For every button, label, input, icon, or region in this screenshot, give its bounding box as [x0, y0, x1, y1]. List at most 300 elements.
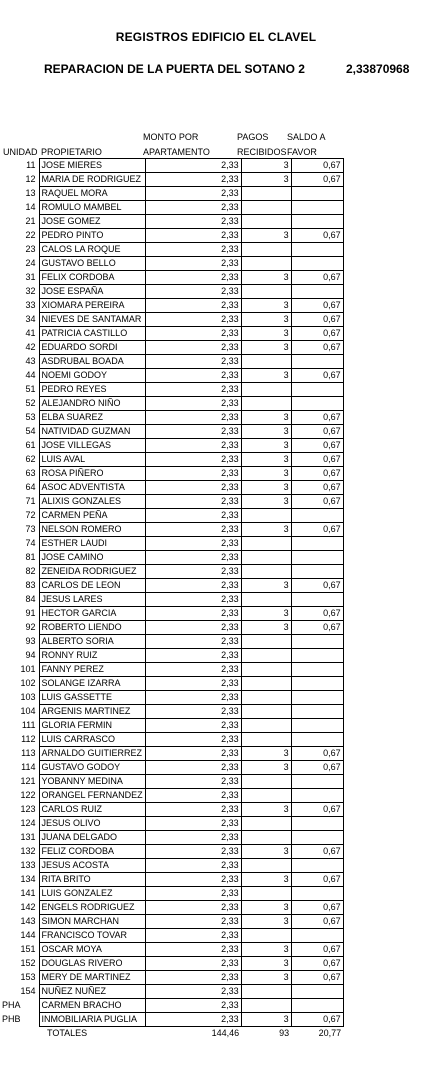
- amount-cell: 2,33: [145, 341, 241, 355]
- owner-cell: ELBA SUAREZ: [39, 411, 145, 425]
- payments-cell: 3: [241, 523, 291, 537]
- unit-cell: 21: [0, 215, 39, 229]
- unit-cell: 44: [0, 369, 39, 383]
- unit-cell: 141: [0, 887, 39, 901]
- header-saldo-line2: FAVOR: [287, 147, 317, 157]
- totals-payments: 93: [279, 1028, 290, 1038]
- amount-cell: 2,33: [145, 299, 241, 313]
- payments-cell: [241, 355, 291, 369]
- unit-cell: 91: [0, 607, 39, 621]
- amount-cell: 2,33: [145, 453, 241, 467]
- table-row: [0, 831, 343, 845]
- payments-cell: [241, 705, 291, 719]
- unit-cell: 133: [0, 859, 39, 873]
- payments-cell: 3: [241, 971, 291, 985]
- unit-cell: 131: [0, 831, 39, 845]
- balance-cell: 0,67: [291, 747, 343, 761]
- amount-cell: 2,33: [145, 187, 241, 201]
- totals-label: TOTALES: [47, 1028, 88, 1038]
- payments-table-body: [0, 159, 343, 1041]
- unit-cell: 22: [0, 229, 39, 243]
- amount-cell: 2,33: [145, 551, 241, 565]
- owner-cell: JESUS LARES: [39, 593, 145, 607]
- owner-cell: INMOBILIARIA PUGLIA: [39, 1013, 145, 1027]
- balance-cell: 0,67: [291, 957, 343, 971]
- amount-cell: 2,33: [145, 439, 241, 453]
- owner-cell: ZENEIDA RODRIGUEZ: [39, 565, 145, 579]
- table-row: [0, 271, 343, 285]
- amount-cell: 2,33: [145, 579, 241, 593]
- owner-cell: LUIS GASSETTE: [39, 691, 145, 705]
- table-row: [0, 663, 343, 677]
- payments-cell: 3: [241, 341, 291, 355]
- unit-cell: 104: [0, 705, 39, 719]
- amount-cell: 2,33: [145, 999, 241, 1013]
- unit-cell: 93: [0, 635, 39, 649]
- balance-cell: [291, 551, 343, 565]
- table-row: [0, 929, 343, 943]
- unit-cell: 144: [0, 929, 39, 943]
- amount-cell: 2,33: [145, 691, 241, 705]
- owner-cell: OSCAR MOYA: [39, 943, 145, 957]
- balance-cell: 0,67: [291, 159, 343, 173]
- table-row: [0, 691, 343, 705]
- payments-cell: 3: [241, 159, 291, 173]
- unit-cell: 112: [0, 733, 39, 747]
- amount-cell: 2,33: [145, 719, 241, 733]
- balance-cell: 0,67: [291, 439, 343, 453]
- owner-cell: NATIVIDAD GUZMAN: [39, 425, 145, 439]
- payments-cell: [241, 187, 291, 201]
- payments-cell: [241, 257, 291, 271]
- payments-cell: [241, 565, 291, 579]
- header-pagos-line2: RECIBIDOS: [237, 147, 287, 157]
- unit-cell: 61: [0, 439, 39, 453]
- owner-cell: DOUGLAS RIVERO: [39, 957, 145, 971]
- amount-cell: 2,33: [145, 901, 241, 915]
- owner-cell: MARIA DE RODRIGUEZ: [39, 173, 145, 187]
- payments-cell: 3: [241, 747, 291, 761]
- totals-row: [0, 1027, 343, 1041]
- balance-cell: [291, 383, 343, 397]
- owner-cell: PEDRO REYES: [39, 383, 145, 397]
- owner-cell: SIMON MARCHAN: [39, 915, 145, 929]
- owner-cell: NUÑEZ NUÑEZ: [39, 985, 145, 999]
- payments-cell: [241, 887, 291, 901]
- payments-cell: [241, 733, 291, 747]
- unit-cell: 92: [0, 621, 39, 635]
- payments-cell: 3: [241, 803, 291, 817]
- amount-cell: 2,33: [145, 817, 241, 831]
- balance-cell: [291, 999, 343, 1013]
- payments-cell: 3: [241, 369, 291, 383]
- unit-cell: 51: [0, 383, 39, 397]
- balance-cell: [291, 215, 343, 229]
- payments-cell: [241, 677, 291, 691]
- payments-cell: 3: [241, 481, 291, 495]
- owner-cell: EDUARDO SORDI: [39, 341, 145, 355]
- table-row: [0, 411, 343, 425]
- amount-cell: 2,33: [145, 733, 241, 747]
- owner-cell: RITA BRITO: [39, 873, 145, 887]
- table-row: [0, 747, 343, 761]
- owner-cell: ALIXIS GONZALES: [39, 495, 145, 509]
- owner-cell: ARGENIS MARTINEZ: [39, 705, 145, 719]
- payments-cell: [241, 999, 291, 1013]
- owner-cell: LUIS AVAL: [39, 453, 145, 467]
- balance-cell: [291, 663, 343, 677]
- balance-cell: [291, 635, 343, 649]
- unit-cell: 124: [0, 817, 39, 831]
- table-row: [0, 915, 343, 929]
- balance-cell: 0,67: [291, 901, 343, 915]
- payments-cell: 3: [241, 621, 291, 635]
- payments-cell: 3: [241, 845, 291, 859]
- unit-cell: 52: [0, 397, 39, 411]
- balance-cell: 0,67: [291, 299, 343, 313]
- table-row: [0, 299, 343, 313]
- table-row: [0, 789, 343, 803]
- amount-cell: 2,33: [145, 887, 241, 901]
- amount-cell: 2,33: [145, 229, 241, 243]
- balance-cell: [291, 243, 343, 257]
- owner-cell: JUANA DELGADO: [39, 831, 145, 845]
- amount-cell: 2,33: [145, 285, 241, 299]
- unit-cell: 142: [0, 901, 39, 915]
- amount-cell: 2,33: [145, 649, 241, 663]
- table-row: [0, 453, 343, 467]
- balance-cell: [291, 201, 343, 215]
- header-saldo-line1: SALDO A: [287, 132, 326, 142]
- unit-cell: 13: [0, 187, 39, 201]
- payments-cell: [241, 789, 291, 803]
- payments-cell: 3: [241, 453, 291, 467]
- balance-cell: 0,67: [291, 173, 343, 187]
- owner-cell: ARNALDO GUITIERREZ: [39, 747, 145, 761]
- owner-cell: XIOMARA PEREIRA: [39, 299, 145, 313]
- balance-cell: [291, 775, 343, 789]
- table-row: [0, 383, 343, 397]
- unit-cell: 54: [0, 425, 39, 439]
- owner-cell: CARLOS DE LEON: [39, 579, 145, 593]
- amount-cell: 2,33: [145, 397, 241, 411]
- balance-cell: [291, 677, 343, 691]
- table-row: [0, 257, 343, 271]
- amount-cell: 2,33: [145, 201, 241, 215]
- table-row: [0, 733, 343, 747]
- balance-cell: [291, 705, 343, 719]
- unit-cell: 23: [0, 243, 39, 257]
- table-row: [0, 803, 343, 817]
- table-row: [0, 327, 343, 341]
- amount-cell: 2,33: [145, 677, 241, 691]
- amount-cell: 2,33: [145, 327, 241, 341]
- payments-cell: 3: [241, 957, 291, 971]
- amount-cell: 2,33: [145, 173, 241, 187]
- table-row: [0, 859, 343, 873]
- payments-cell: [241, 635, 291, 649]
- payments-cell: 3: [241, 229, 291, 243]
- table-row: [0, 565, 343, 579]
- owner-cell: CALOS LA ROQUE: [39, 243, 145, 257]
- table-row: [0, 943, 343, 957]
- balance-cell: 0,67: [291, 495, 343, 509]
- totals-balance: 20,77: [318, 1028, 342, 1038]
- payments-cell: [241, 649, 291, 663]
- owner-cell: RONNY RUIZ: [39, 649, 145, 663]
- amount-cell: 2,33: [145, 565, 241, 579]
- payments-cell: [241, 831, 291, 845]
- owner-cell: JOSE MIERES: [39, 159, 145, 173]
- owner-cell: ALBERTO SORIA: [39, 635, 145, 649]
- unit-cell: 24: [0, 257, 39, 271]
- page-subtitle: REPARACION DE LA PUERTA DEL SOTANO 2: [44, 62, 305, 76]
- unit-cell: 134: [0, 873, 39, 887]
- table-row: [0, 705, 343, 719]
- payments-cell: 3: [241, 915, 291, 929]
- balance-cell: 0,67: [291, 481, 343, 495]
- owner-cell: JOSE VILLEGAS: [39, 439, 145, 453]
- owner-cell: HECTOR GARCIA: [39, 607, 145, 621]
- header-monto-line1: MONTO POR: [143, 132, 199, 142]
- amount-cell: 2,33: [145, 775, 241, 789]
- header-propietario: PROPIETARIO: [41, 147, 102, 157]
- amount-cell: 2,33: [145, 495, 241, 509]
- owner-cell: JOSE CAMINO: [39, 551, 145, 565]
- totals-amount: 144,46: [211, 1028, 240, 1038]
- balance-cell: [291, 187, 343, 201]
- unit-cell: 62: [0, 453, 39, 467]
- balance-cell: 0,67: [291, 453, 343, 467]
- amount-cell: 2,33: [145, 845, 241, 859]
- header-pagos-line1: PAGOS: [237, 132, 269, 142]
- payments-cell: [241, 215, 291, 229]
- balance-cell: [291, 817, 343, 831]
- balance-cell: 0,67: [291, 943, 343, 957]
- amount-cell: 2,33: [145, 1013, 241, 1027]
- owner-cell: ESTHER LAUDI: [39, 537, 145, 551]
- balance-cell: [291, 859, 343, 873]
- unit-cell: 122: [0, 789, 39, 803]
- table-row: [0, 677, 343, 691]
- table-row: [0, 439, 343, 453]
- balance-cell: 0,67: [291, 411, 343, 425]
- unit-cell: PHA: [0, 999, 39, 1013]
- table-row: [0, 873, 343, 887]
- balance-cell: 0,67: [291, 873, 343, 887]
- table-row: [0, 537, 343, 551]
- table-row: [0, 481, 343, 495]
- page-title: REGISTROS EDIFICIO EL CLAVEL: [115, 30, 317, 44]
- amount-cell: 2,33: [145, 411, 241, 425]
- unit-cell: 154: [0, 985, 39, 999]
- unit-cell: 111: [0, 719, 39, 733]
- amount-cell: 2,33: [145, 593, 241, 607]
- unit-cell: 34: [0, 313, 39, 327]
- payments-cell: 3: [241, 607, 291, 621]
- table-row: [0, 901, 343, 915]
- table-row: [0, 607, 343, 621]
- payments-cell: 3: [241, 425, 291, 439]
- payments-cell: 3: [241, 411, 291, 425]
- payments-cell: 3: [241, 271, 291, 285]
- unit-cell: 12: [0, 173, 39, 187]
- unit-cell: 121: [0, 775, 39, 789]
- balance-cell: [291, 649, 343, 663]
- payments-cell: 3: [241, 873, 291, 887]
- owner-cell: FANNY PEREZ: [39, 663, 145, 677]
- table-row: [0, 369, 343, 383]
- owner-cell: FRANCISCO TOVAR: [39, 929, 145, 943]
- payments-table: [0, 158, 344, 1040]
- balance-cell: 0,67: [291, 1013, 343, 1027]
- unit-cell: 31: [0, 271, 39, 285]
- payments-cell: [241, 691, 291, 705]
- amount-cell: 2,33: [145, 943, 241, 957]
- amount-cell: 2,33: [145, 243, 241, 257]
- unit-cell: 63: [0, 467, 39, 481]
- balance-cell: [291, 691, 343, 705]
- payments-cell: [241, 929, 291, 943]
- amount-cell: 2,33: [145, 957, 241, 971]
- amount-cell: 2,33: [145, 915, 241, 929]
- header-unidad: UNIDAD: [3, 147, 38, 157]
- unit-cell: 14: [0, 201, 39, 215]
- amount-cell: 2,33: [145, 383, 241, 397]
- balance-cell: 0,67: [291, 803, 343, 817]
- amount-cell: 2,33: [145, 929, 241, 943]
- amount-cell: 2,33: [145, 509, 241, 523]
- unit-cell: 123: [0, 803, 39, 817]
- table-row: [0, 775, 343, 789]
- table-row: [0, 957, 343, 971]
- table-row: [0, 817, 343, 831]
- unit-cell: 103: [0, 691, 39, 705]
- amount-cell: 2,33: [145, 257, 241, 271]
- unit-cell: 72: [0, 509, 39, 523]
- table-row: [0, 845, 343, 859]
- balance-cell: 0,67: [291, 341, 343, 355]
- table-row: [0, 341, 343, 355]
- balance-cell: 0,67: [291, 467, 343, 481]
- balance-cell: [291, 719, 343, 733]
- amount-cell: 2,33: [145, 523, 241, 537]
- table-row: [0, 1013, 343, 1027]
- table-row: [0, 173, 343, 187]
- balance-cell: 0,67: [291, 761, 343, 775]
- amount-cell: 2,33: [145, 271, 241, 285]
- owner-cell: ROMULO MAMBEL: [39, 201, 145, 215]
- unit-cell: 151: [0, 943, 39, 957]
- amount-cell: 2,33: [145, 859, 241, 873]
- owner-cell: ORANGEL FERNANDEZ: [39, 789, 145, 803]
- table-row: [0, 285, 343, 299]
- table-row: [0, 243, 343, 257]
- balance-cell: [291, 887, 343, 901]
- balance-cell: [291, 733, 343, 747]
- amount-cell: 2,33: [145, 467, 241, 481]
- unit-cell: 152: [0, 957, 39, 971]
- table-row: [0, 635, 343, 649]
- balance-cell: [291, 831, 343, 845]
- balance-cell: 0,67: [291, 845, 343, 859]
- amount-cell: 2,33: [145, 537, 241, 551]
- payments-cell: 3: [241, 299, 291, 313]
- unit-cell: 43: [0, 355, 39, 369]
- balance-cell: [291, 537, 343, 551]
- payments-cell: 3: [241, 495, 291, 509]
- table-row: [0, 355, 343, 369]
- table-row: [0, 985, 343, 999]
- owner-cell: LUIS GONZALEZ: [39, 887, 145, 901]
- payments-cell: [241, 859, 291, 873]
- payments-cell: [241, 551, 291, 565]
- owner-cell: ASDRUBAL BOADA: [39, 355, 145, 369]
- payments-cell: [241, 243, 291, 257]
- unit-cell: 82: [0, 565, 39, 579]
- payments-cell: 3: [241, 313, 291, 327]
- unit-cell: 113: [0, 747, 39, 761]
- balance-cell: 0,67: [291, 607, 343, 621]
- table-row: [0, 719, 343, 733]
- balance-cell: [291, 355, 343, 369]
- owner-cell: JESUS OLIVO: [39, 817, 145, 831]
- unit-cell: 71: [0, 495, 39, 509]
- balance-cell: [291, 929, 343, 943]
- balance-cell: 0,67: [291, 971, 343, 985]
- owner-cell: MERY DE MARTINEZ: [39, 971, 145, 985]
- balance-cell: [291, 565, 343, 579]
- unit-cell: 11: [0, 159, 39, 173]
- unit-cell: 132: [0, 845, 39, 859]
- balance-cell: 0,67: [291, 579, 343, 593]
- unit-cell: 94: [0, 649, 39, 663]
- payments-cell: 3: [241, 761, 291, 775]
- table-row: [0, 509, 343, 523]
- balance-cell: [291, 985, 343, 999]
- table-row: [0, 761, 343, 775]
- owner-cell: ALEJANDRO NIÑO: [39, 397, 145, 411]
- table-row: [0, 887, 343, 901]
- payments-cell: 3: [241, 901, 291, 915]
- unit-cell: 101: [0, 663, 39, 677]
- balance-cell: 0,67: [291, 229, 343, 243]
- table-row: [0, 467, 343, 481]
- owner-cell: GLORIA FERMIN: [39, 719, 145, 733]
- table-row: [0, 159, 343, 173]
- owner-cell: ASOC ADVENTISTA: [39, 481, 145, 495]
- owner-cell: GUSTAVO GODOY: [39, 761, 145, 775]
- table-row: [0, 971, 343, 985]
- balance-cell: [291, 257, 343, 271]
- unit-cell: 143: [0, 915, 39, 929]
- payments-cell: [241, 719, 291, 733]
- table-row: [0, 229, 343, 243]
- table-row: [0, 621, 343, 635]
- balance-cell: 0,67: [291, 369, 343, 383]
- table-row: [0, 999, 343, 1013]
- balance-cell: 0,67: [291, 523, 343, 537]
- unit-cell: 114: [0, 761, 39, 775]
- owner-cell: ROSA PIÑERO: [39, 467, 145, 481]
- balance-cell: 0,67: [291, 271, 343, 285]
- owner-cell: GUSTAVO BELLO: [39, 257, 145, 271]
- payments-cell: [241, 397, 291, 411]
- amount-cell: 2,33: [145, 985, 241, 999]
- payments-cell: [241, 285, 291, 299]
- table-row: [0, 551, 343, 565]
- balance-cell: 0,67: [291, 313, 343, 327]
